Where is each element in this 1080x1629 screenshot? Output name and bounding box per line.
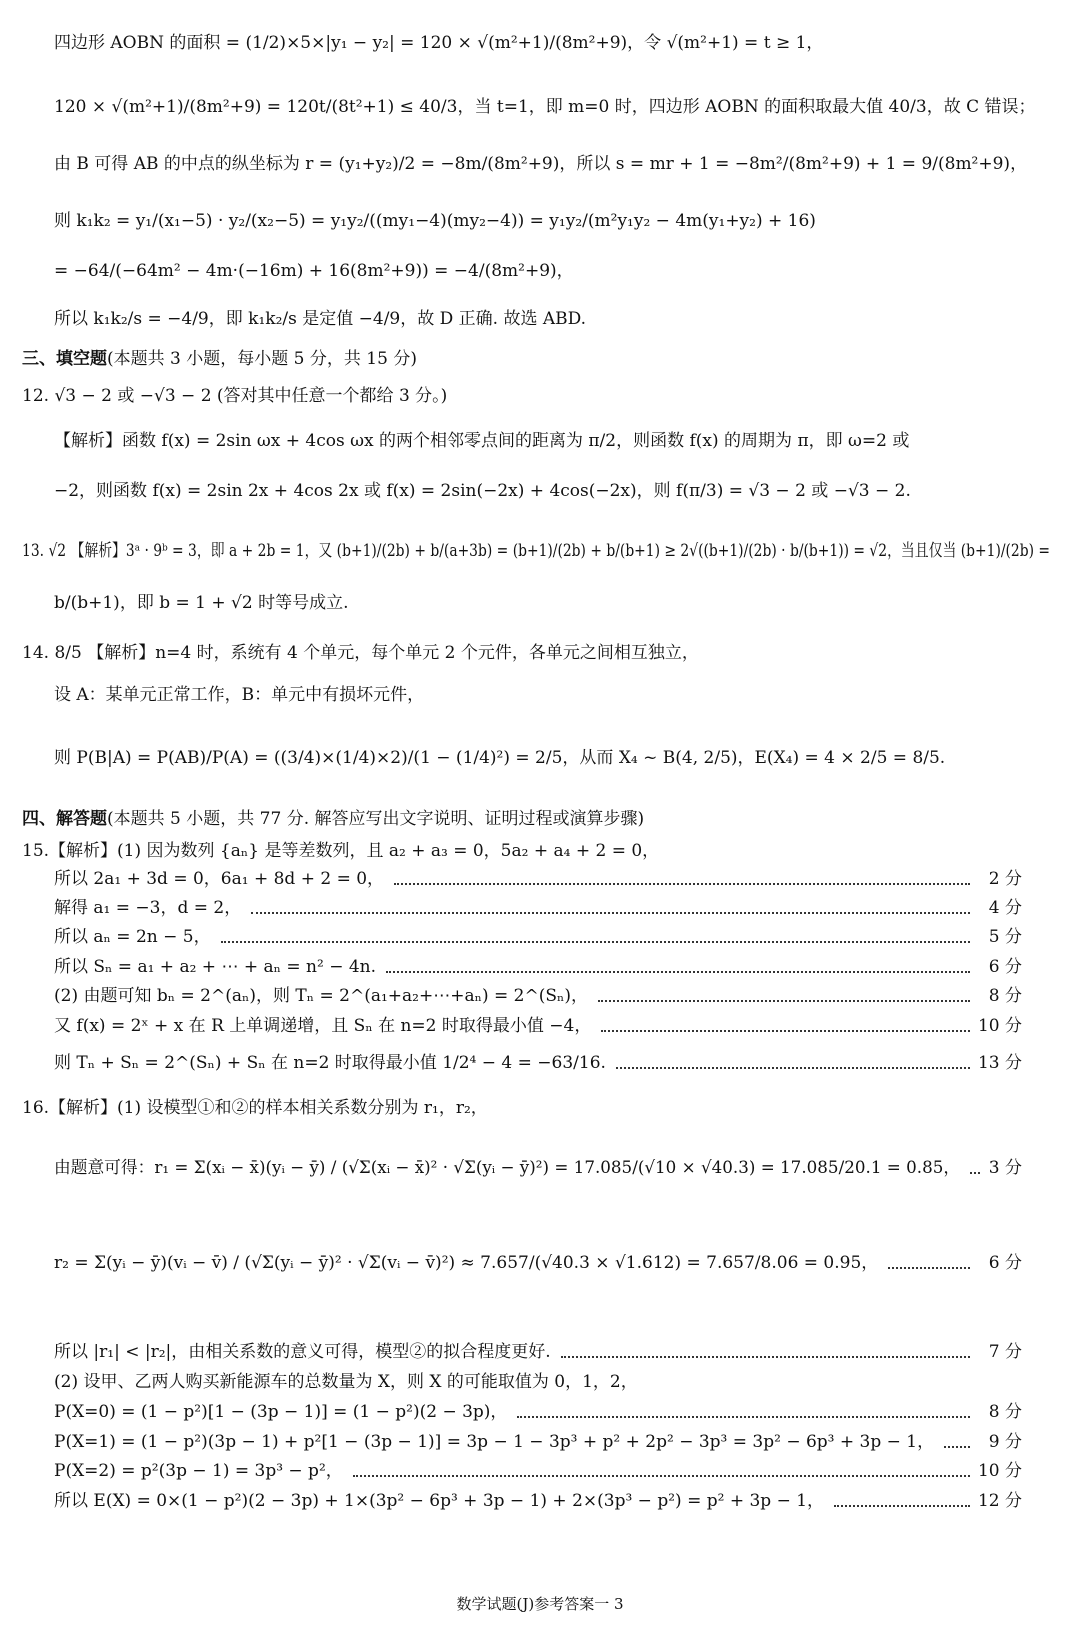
leader-dots — [834, 1505, 970, 1507]
page-footer: 数学试题(J)参考答案一 3 — [456, 1595, 624, 1613]
answer-13-line: 13. √2 【解析】3ᵃ · 9ᵇ = 3，即 a + 2b = 1，又 (b+1)/(2b) + b/(a+3b) = (b+1)/(2b) + b/(b+1) ≥ 2√((b+1)/(2b) · b/(b+1)) = √2，当且仅当 (b+1)/(2b) = — [22, 541, 1051, 561]
leader-dots — [561, 1356, 970, 1358]
score-points: 6 分 — [988, 1253, 1022, 1273]
score-points: 10 分 — [977, 1016, 1022, 1036]
solution-line: 120 × √(m²+1)/(8m²+9) = 120t/(8t²+1) ≤ 40/3，当 t=1，即 m=0 时，四边形 AOBN 的面积取最大值 40/3，故 C 错误； — [54, 97, 1036, 117]
section-title: 四、解答题 — [22, 809, 107, 829]
score-points: 7 分 — [988, 1342, 1022, 1362]
answer-15-line: 所以 2a₁ + 3d = 0，6a₁ + 8d + 2 = 0， — [54, 869, 385, 889]
answer-16-line: (2) 设甲、乙两人购买新能源车的总数量为 X，则 X 的可能取值为 0，1，2， — [54, 1372, 638, 1392]
answer-16-line: 所以 |r₁| < |r₂|，由相关系数的意义可得，模型②的拟合程度更好. — [54, 1342, 551, 1362]
answer-16-line: P(X=0) = (1 − p²)[1 − (3p − 1)] = (1 − p²)(2 − 3p)， — [54, 1402, 508, 1422]
answer-14-line: 则 P(B|A) = P(AB)/P(A) = ((3/4)×(1/4)×2)/(1 − (1/4)²) = 2/5，从而 X₄ ~ B(4, 2/5)，E(X₄) = 4 × 2/5 = 8/5. — [54, 748, 946, 768]
answer-15-line: 则 Tₙ + Sₙ = 2^(Sₙ) + Sₙ 在 n=2 时取得最小值 1/2⁴ − 4 = −63/16. — [54, 1053, 606, 1073]
answer-15-line: 所以 Sₙ = a₁ + a₂ + ⋯ + aₙ = n² − 4n. — [54, 957, 377, 977]
answer-16-line: 所以 E(X) = 0×(1 − p²)(2 − 3p) + 1×(3p² − 6p³ + 3p − 1) + 2×(3p³ − p²) = p² + 3p − 1， — [54, 1491, 825, 1511]
leader-dots — [616, 1067, 970, 1069]
answer-14-line: 设 A：某单元正常工作，B：单元中有损坏元件， — [54, 685, 425, 705]
leader-dots — [353, 1475, 970, 1477]
answer-12-line: 【解析】函数 f(x) = 2sin ωx + 4cos ωx 的两个相邻零点间的距离为 π/2，则函数 f(x) 的周期为 π，即 ω=2 或 — [54, 431, 910, 451]
answer-12-line: −2，则函数 f(x) = 2sin 2x + 4cos 2x 或 f(x) = 2sin(−2x) + 4cos(−2x)，则 f(π/3) = √3 − 2 或 −√3 − 2. — [54, 481, 911, 501]
score-points: 8 分 — [988, 1402, 1022, 1422]
score-points: 8 分 — [988, 986, 1022, 1006]
answer-15-line: 所以 aₙ = 2n − 5， — [54, 927, 211, 947]
solution-line: 由 B 可得 AB 的中点的纵坐标为 r = (y₁+y₂)/2 = −8m/(8m²+9)，所以 s = mr + 1 = −8m²/(8m²+9) + 1 = 9/(8m²+9)， — [54, 154, 1028, 174]
score-points: 4 分 — [988, 898, 1022, 918]
leader-dots — [386, 971, 970, 973]
section-heading — [22, 346, 417, 372]
score-points: 10 分 — [977, 1461, 1022, 1481]
score-points: 12 分 — [977, 1491, 1022, 1511]
answer-16-line: 16.【解析】(1) 设模型①和②的样本相关系数分别为 r₁，r₂， — [22, 1098, 488, 1118]
leader-dots — [601, 1030, 970, 1032]
answer-13-line: b/(b+1)，即 b = 1 + √2 时等号成立. — [54, 593, 349, 613]
solution-line: 所以 k₁k₂/s = −4/9，即 k₁k₂/s 是定值 −4/9，故 D 正确. 故选 ABD. — [54, 309, 587, 329]
answer-14-line: 14. 8/5 【解析】n=4 时，系统有 4 个单元，每个单元 2 个元件，各单元之间相互独立， — [22, 643, 699, 663]
answer-16-line: P(X=2) = p²(3p − 1) = 3p³ − p²， — [54, 1461, 343, 1481]
answer-15-line: 又 f(x) = 2ˣ + x 在 R 上单调递增，且 Sₙ 在 n=2 时取得最小值 −4， — [54, 1016, 592, 1036]
leader-dots — [888, 1267, 970, 1269]
leader-dots — [394, 883, 970, 885]
answer-16-line: 由题意可得：r₁ = Σ(xᵢ − x̄)(yᵢ − ȳ) / (√Σ(xᵢ − x̄)² · √Σ(yᵢ − ȳ)²) = 17.085/(√10 × √40.3) = 17.085/20.1 = 0.85， — [54, 1158, 961, 1178]
answer-16-line: r₂ = Σ(yᵢ − ȳ)(vᵢ − v̄) / (√Σ(yᵢ − ȳ)² · √Σ(vᵢ − v̄)²) ≈ 7.657/(√40.3 × √1.612) = 7.657/8.06 = 0.95， — [54, 1253, 879, 1273]
section-description: (本题共 3 小题，每小题 5 分，共 15 分) — [107, 349, 417, 369]
section-description: (本题共 5 小题，共 77 分. 解答应写出文字说明、证明过程或演算步骤) — [107, 809, 645, 829]
leader-dots — [221, 941, 970, 943]
leader-dots — [251, 912, 970, 914]
solution-line: = −64/(−64m² − 4m·(−16m) + 16(8m²+9)) = −4/(8m²+9)， — [54, 261, 574, 281]
score-points: 6 分 — [988, 957, 1022, 977]
score-points: 2 分 — [988, 869, 1022, 889]
score-points: 13 分 — [977, 1053, 1022, 1073]
leader-dots — [944, 1446, 970, 1448]
leader-dots — [970, 1172, 980, 1174]
score-points: 5 分 — [988, 927, 1022, 947]
score-points: 9 分 — [988, 1432, 1022, 1452]
answer-16-line: P(X=1) = (1 − p²)(3p − 1) + p²[1 − (3p − 1)] = 3p − 1 − 3p³ + p² + 2p² − 3p³ = 3p² − 6p³ + 3p − 1， — [54, 1432, 935, 1452]
answer-15-line: 解得 a₁ = −3，d = 2， — [54, 898, 242, 918]
answer-12-line: 12. √3 − 2 或 −√3 − 2 (答对其中任意一个都给 3 分。) — [22, 386, 448, 406]
solution-line: 四边形 AOBN 的面积 = (1/2)×5×|y₁ − y₂| = 120 × √(m²+1)/(8m²+9)，令 √(m²+1) = t ≥ 1， — [54, 33, 824, 53]
leader-dots — [598, 1000, 970, 1002]
score-points: 3 分 — [988, 1158, 1022, 1178]
section-title: 三、填空题 — [22, 349, 107, 369]
solution-line: 则 k₁k₂ = y₁/(x₁−5) · y₂/(x₂−5) = y₁y₂/((my₁−4)(my₂−4)) = y₁y₂/(m²y₁y₂ − 4m(y₁+y₂) + 16) — [54, 211, 816, 231]
leader-dots — [517, 1416, 970, 1418]
answer-15-line: (2) 由题可知 bₙ = 2^(aₙ)，则 Tₙ = 2^(a₁+a₂+⋯+aₙ) = 2^(Sₙ)， — [54, 986, 588, 1006]
section-heading — [22, 806, 644, 832]
answer-15-line: 15.【解析】(1) 因为数列 {aₙ} 是等差数列，且 a₂ + a₃ = 0，5a₂ + a₄ + 2 = 0， — [22, 841, 660, 861]
